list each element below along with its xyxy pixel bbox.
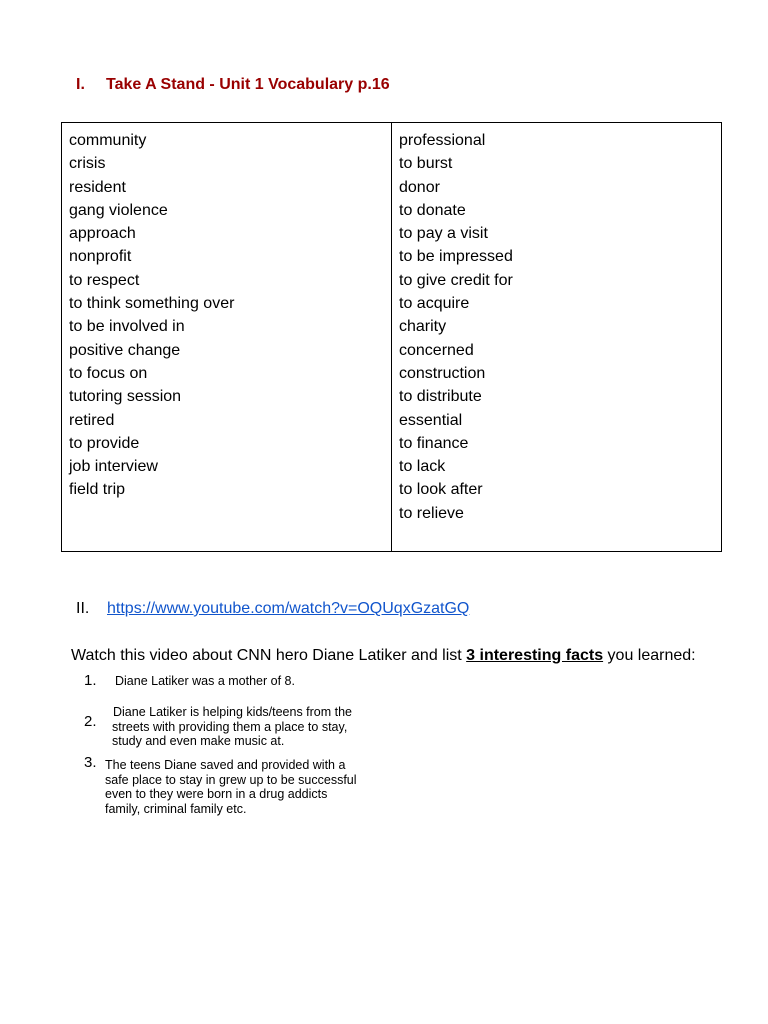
fact-number: 3. xyxy=(84,754,97,771)
fact-line: safe place to stay in grew up to be successful xyxy=(105,772,357,787)
facts-instruction xyxy=(71,647,696,665)
vocabulary-term: to focus on xyxy=(69,364,148,382)
fact-line: even to they were born in a drug addicts xyxy=(105,787,328,802)
vocabulary-term: to donate xyxy=(399,201,466,219)
vocabulary-term: professional xyxy=(399,132,486,149)
vocabulary-term: to relieve xyxy=(399,504,464,522)
vocabulary-term: to finance xyxy=(399,434,469,452)
fact-number: 2. xyxy=(84,713,97,730)
vocabulary-term: approach xyxy=(69,225,136,243)
vocabulary-term: construction xyxy=(399,364,486,382)
instruction-text-after: you learned: xyxy=(603,647,696,664)
vocabulary-term: to give credit for xyxy=(399,271,513,289)
vocabulary-term: to think something over xyxy=(69,295,235,313)
section-1-number: I. xyxy=(76,76,85,93)
vocabulary-term: essential xyxy=(399,411,463,429)
vocabulary-term: to respect xyxy=(69,271,140,289)
instruction-text-before: Watch this video about CNN hero Diane Latiker and list xyxy=(71,647,467,664)
vocabulary-term: to be impressed xyxy=(399,248,513,266)
vocabulary-term: job interview xyxy=(69,458,158,476)
fact-line: Diane Latiker was a mother of 8. xyxy=(115,674,295,688)
instruction-emphasis: 3 interesting facts xyxy=(466,647,604,664)
vocabulary-term: gang violence xyxy=(69,201,168,219)
vocabulary-term: to provide xyxy=(69,434,140,452)
vocabulary-column-left xyxy=(69,129,234,502)
vocabulary-term: to burst xyxy=(399,155,453,173)
section-1-heading xyxy=(76,76,390,94)
fact-text xyxy=(105,758,357,817)
vocabulary-term: concerned xyxy=(399,341,474,359)
vocabulary-term: to pay a visit xyxy=(399,225,488,243)
vocabulary-term: resident xyxy=(69,178,126,196)
vocabulary-term: to distribute xyxy=(399,388,482,406)
vocabulary-term: to look after xyxy=(399,481,483,499)
fact-text xyxy=(115,674,295,689)
fact-line: Diane Latiker is helping kids/teens from the xyxy=(113,705,353,719)
fact-text xyxy=(112,705,352,749)
section-2-number: II. xyxy=(76,600,90,617)
fact-line: The teens Diane saved and provided with a xyxy=(105,758,346,772)
vocabulary-term: retired xyxy=(69,411,115,429)
vocabulary-term: nonprofit xyxy=(69,248,132,266)
vocabulary-term: positive change xyxy=(69,341,181,359)
section-1-title: Take A Stand - Unit 1 Vocabulary p.16 xyxy=(106,76,390,93)
youtube-video-link[interactable]: https://www.youtube.com/watch?v=OQUqxGzatGQ xyxy=(107,600,470,617)
vocabulary-term: to lack xyxy=(399,458,446,476)
fact-line: family, criminal family etc. xyxy=(105,802,247,817)
vocabulary-term: charity xyxy=(399,318,447,336)
vocabulary-table-divider xyxy=(391,122,392,552)
vocabulary-term: donor xyxy=(399,178,440,196)
vocabulary-term: crisis xyxy=(69,155,106,173)
fact-line: study and even make music at. xyxy=(112,734,285,749)
vocabulary-column-right xyxy=(399,129,513,525)
vocabulary-term: tutoring session xyxy=(69,388,182,406)
vocabulary-term: field trip xyxy=(69,481,126,499)
fact-line: streets with providing them a place to stay, xyxy=(112,719,348,734)
vocabulary-term: to acquire xyxy=(399,295,470,313)
vocabulary-term: community xyxy=(69,132,147,149)
vocabulary-term: to be involved in xyxy=(69,318,185,336)
fact-number: 1. xyxy=(84,672,97,689)
